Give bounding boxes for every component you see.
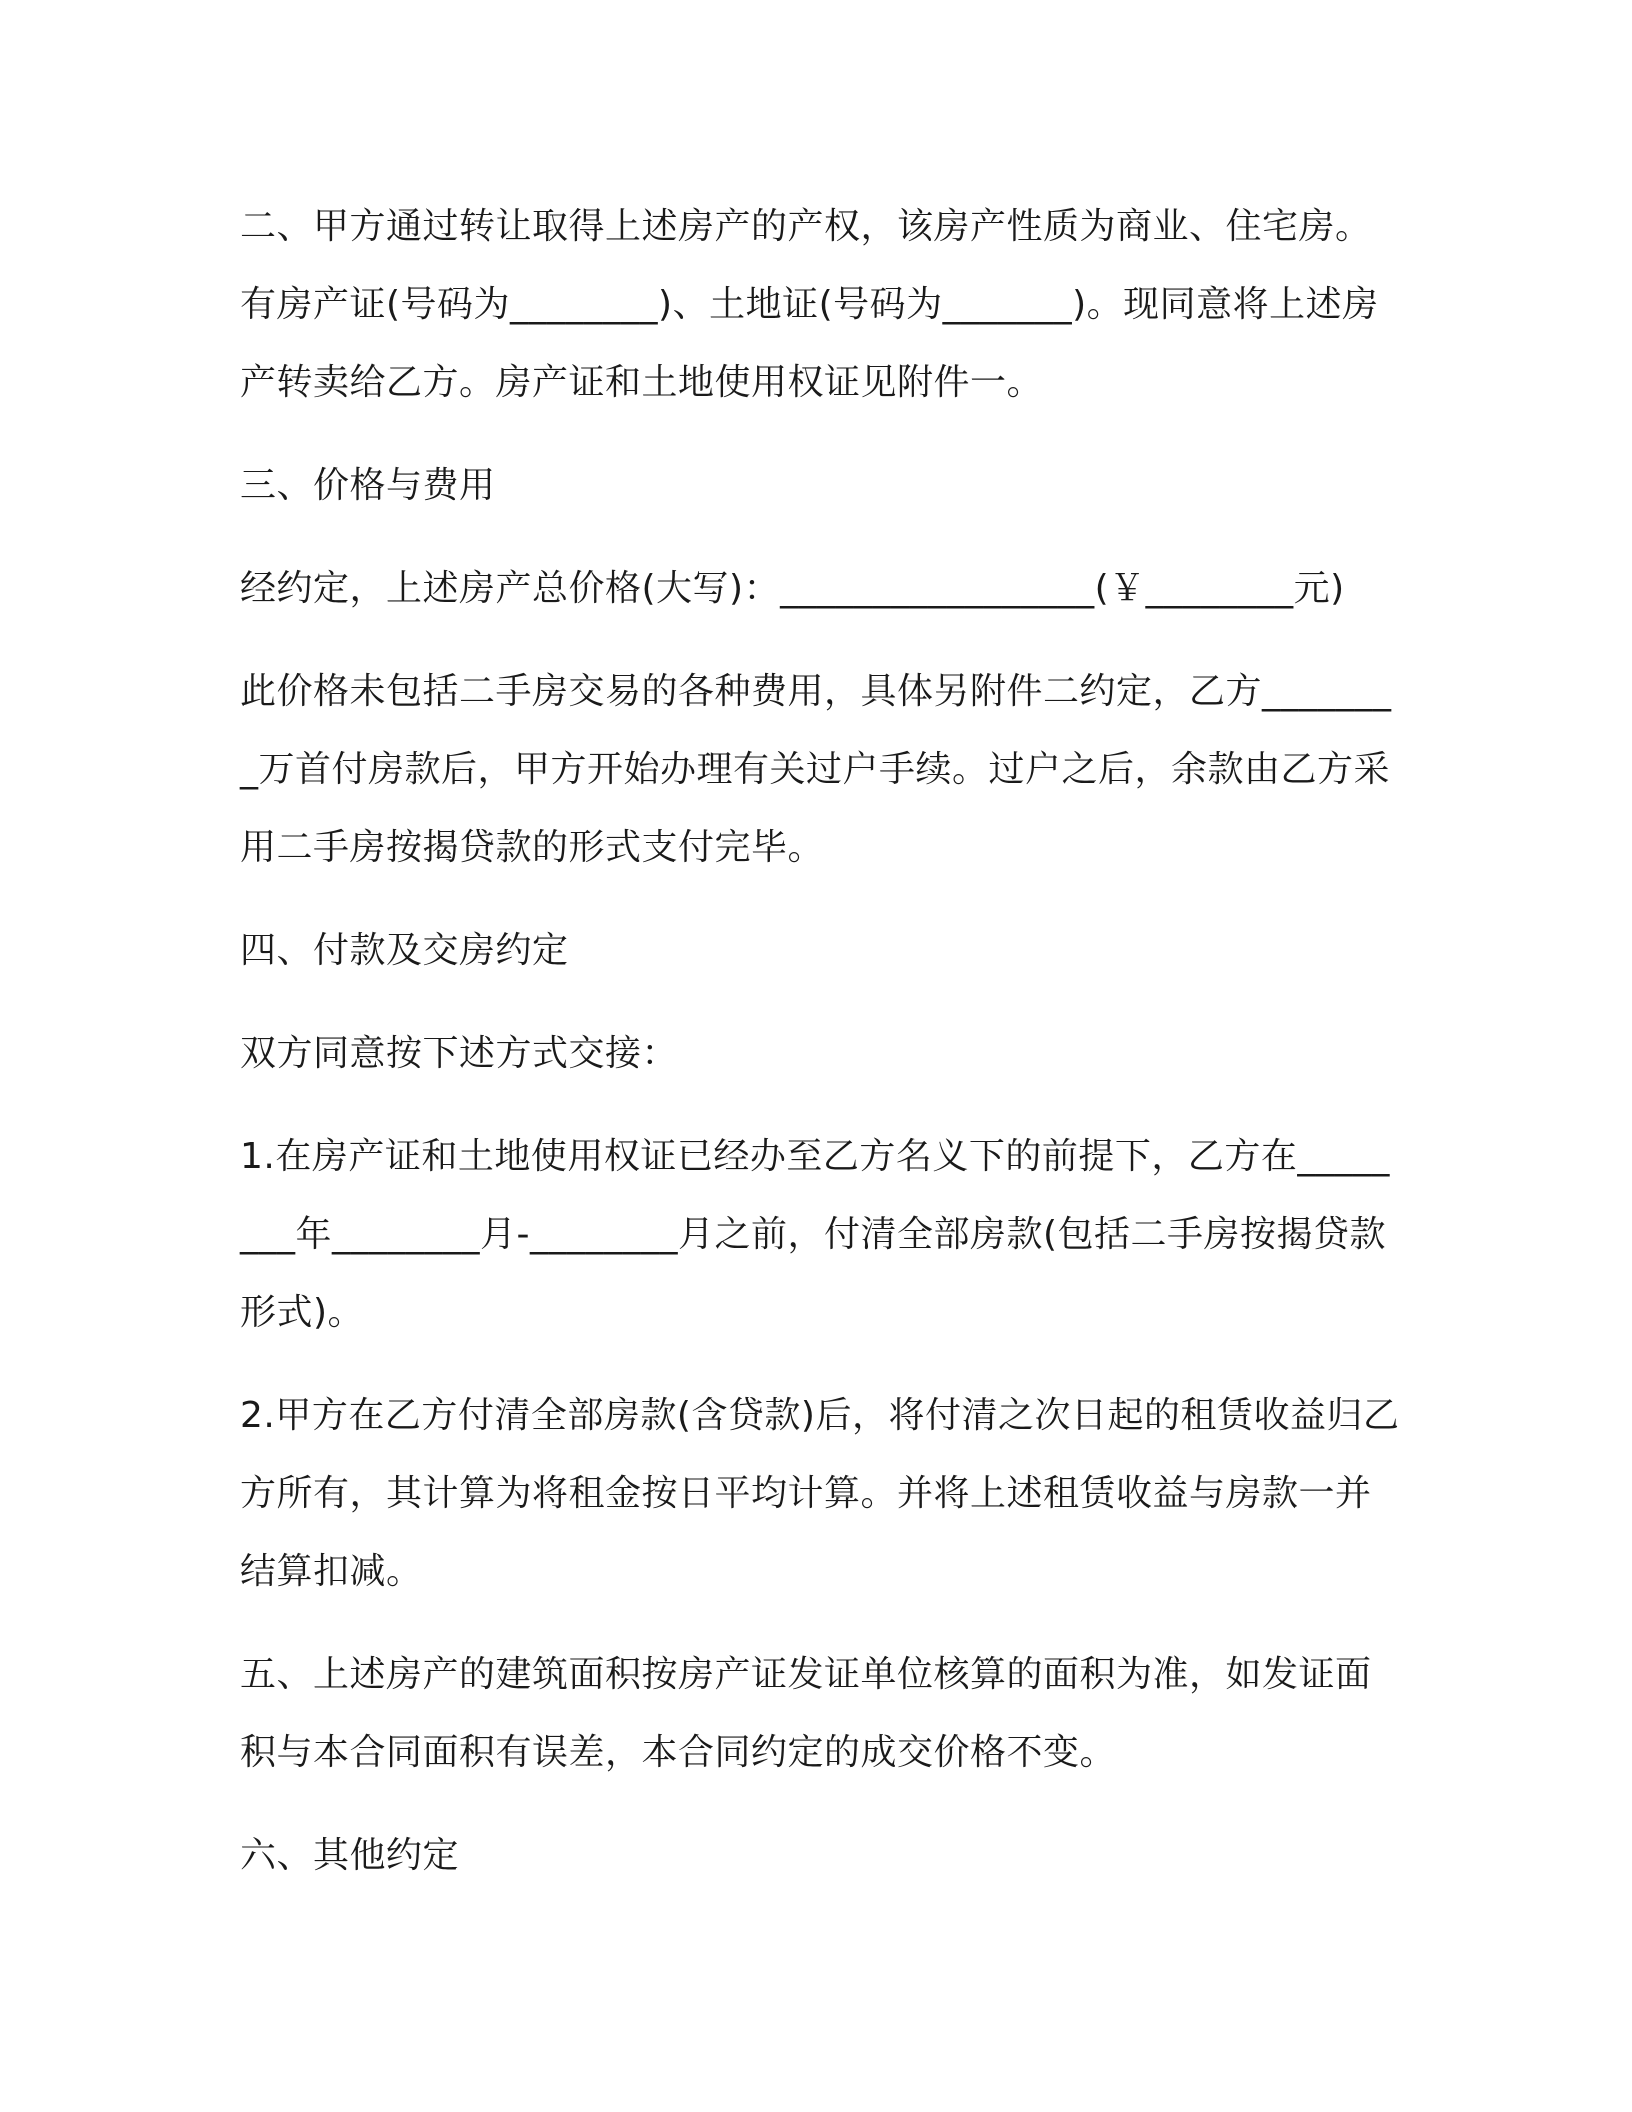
clause-five-paragraph: 五、上述房产的建筑面积按房产证发证单位核算的面积为准，如发证面积与本合同面积有误差，本合同约定的成交价格不变。 bbox=[240, 1654, 1372, 1773]
clause-two-paragraph: 二、甲方通过转让取得上述房产的产权，该房产性质为商业、住宅房。有房产证(号码为________)、土地证(号码为_______)。现同意将上述房产转卖给乙方。房产证和土地使用权证见附件一。 bbox=[240, 206, 1379, 403]
payment-item-two: 2.甲方在乙方付清全部房款(含贷款)后，将付清之次日起的租赁收益归乙方所有，其计算为将租金按日平均计算。并将上述租赁收益与房款一并结算扣减。 bbox=[240, 1395, 1400, 1592]
section-four-heading: 四、付款及交房约定 bbox=[240, 930, 569, 971]
section-three-heading: 三、价格与费用 bbox=[240, 465, 496, 506]
total-price-line: 经约定，上述房产总价格(大写)：_________________(￥________元) bbox=[240, 568, 1345, 609]
handover-intro-line: 双方同意按下述方式交接： bbox=[240, 1033, 679, 1074]
section-six-heading: 六、其他约定 bbox=[240, 1835, 460, 1876]
price-terms-paragraph: 此价格未包括二手房交易的各种费用，具体另附件二约定，乙方________万首付房款后，甲方开始办理有关过户手续。过户之后，余款由乙方采用二手房按揭贷款的形式支付完毕。 bbox=[240, 671, 1392, 868]
payment-item-one: 1.在房产证和土地使用权证已经办至乙方名义下的前提下，乙方在________年________月-________月之前，付清全部房款(包括二手房按揭贷款形式)。 bbox=[240, 1136, 1390, 1333]
document-body bbox=[240, 188, 1400, 1895]
